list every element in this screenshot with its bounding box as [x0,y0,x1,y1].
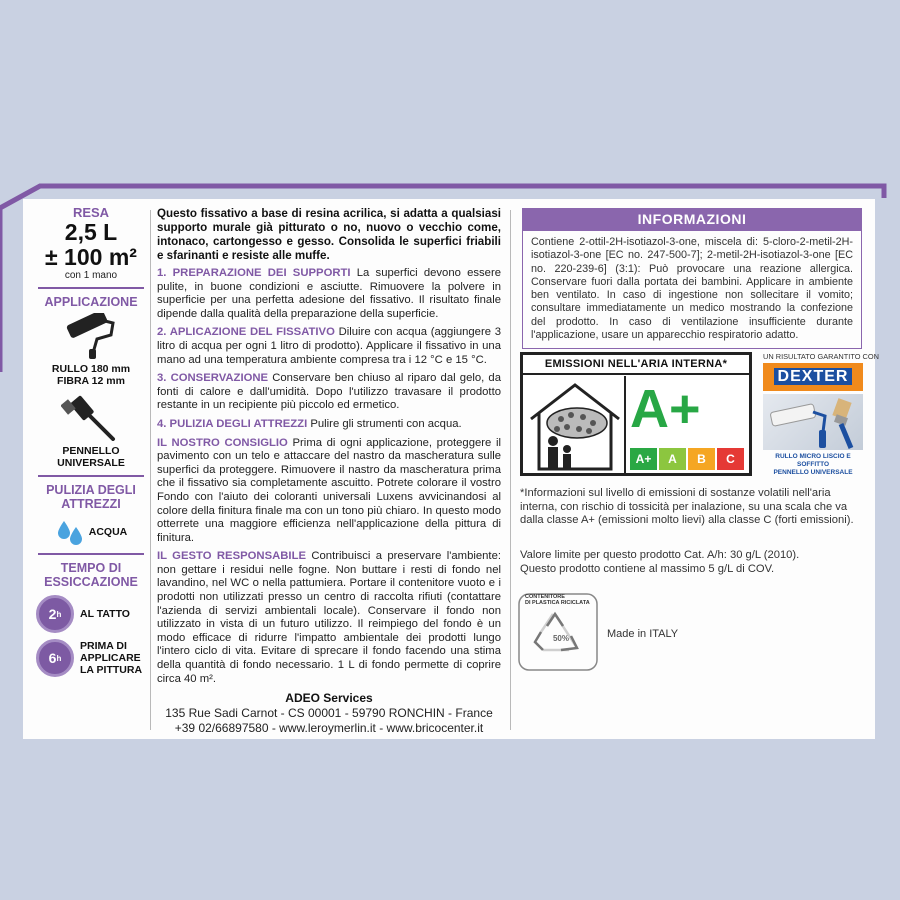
info-text: Contiene 2-ottil-2H-isotiazol-3-one, miscela di: 5-cloro-2-metil-2H-isotiazol-3-one [EC no. 247-500-7]; 2-metil-2H-isotiazol-3-one [EC no. 220-239-6] (3:1): Può provocare una reazione allergica. Conservare fuori dalla portata dei bambini. Applicare in ambiente ben ventilato. In caso di ingestione non sollecitare il vomito; consultare immediatamente un medico mostrando la confezione del prodotto. In caso di ventilazione insufficiente durante l'applicazione, usare un apparecchio respiratorio adatto. [522,230,862,349]
voc-limits [520,549,862,576]
made-in: Made in ITALY [607,628,679,640]
separator-right [510,210,511,730]
pulizia-title: PULIZIA DEGLI ATTREZZI [46,483,136,511]
section-text: Contribuisci a preservare l'ambiente: non gettare i residui nelle fogne. Non buttare i resti di fondo nel lavandino, nel WC o nella pattumiera. Portare il contenitore vuoto e i prodotti non utilizzati presso un centro di raccolta rifiuti (contattare l'azienda di servizi ambientali locale). Conservare il fondo non utilizzato in vista di un futuro utilizzo. Il reimpiego del fondo è un modo efficace di ridurre l'impatto ambientale dei prodotti lungo l'intero ciclo di vita. Evitare di sprecare il fondo facendo una stima della quantità di fondo necessario. 1 L di fondo permette di coprire circa 40 m². [157,550,501,685]
dry-row-paint [34,639,148,677]
rullo-label: RULLO 180 mm FIBRA 12 mm [51,363,131,387]
divider [38,475,144,477]
instruction-section [157,418,501,432]
section-heading: 1. PREPARAZIONE DEI SUPPORTI [157,267,351,279]
instruction-section [157,437,501,546]
grade-box: A+ [630,448,657,470]
grade-box: C [717,448,744,470]
emissions-title: EMISSIONI NELL'ARIA INTERNA* [523,355,749,375]
roller-brush-image [763,394,863,450]
emissions-note: *Informazioni sul livello di emissioni di sostanze volatili nell'aria interna, con rischio di tossicità per inalazione, su una scala che va dalla classe A+ (emissioni molto lievi) alla classe C (forti emissioni). [520,487,854,527]
dexter-logo: DEXTER [763,363,863,391]
acqua-row [34,517,148,547]
resa-title: RESA [72,205,110,220]
section-heading: 3. CONSERVAZIONE [157,372,269,385]
section-text: Conservare ben chiuso al riparo dal gelo, da fonti di calore e dall'umidità. Dopo l'utilizzo travasare il prodotto restante in un recipiente più piccolo ed ermetico. [157,372,501,412]
info-panel [522,208,862,349]
grade-scale [630,448,746,470]
clock-2h-icon: 2 h [36,595,74,633]
instruction-section [157,550,501,686]
company-name: ADEO Services [285,691,373,706]
instruction-section [157,267,501,321]
roller-icon [34,313,148,359]
info-title: INFORMAZIONI [522,208,862,230]
brush-icon [34,395,148,441]
recycle-caption: CONTENITORE DI PLASTICA RICICLATA [525,594,590,606]
volume: 2,5 L [64,219,118,245]
voc-limit-2: Questo prodotto contiene al massimo 5 g/L di COV. [520,562,775,575]
divider [38,287,144,289]
separator-left [150,210,151,730]
section-text: Diluire con acqua (aggiungere 3 litro di acqua per ogni 1 litro di prodotto). Applicare il fissativo in una mano ad una temperatura ambiente compresa tra i 12 °C e 15 °C. [157,326,501,366]
emissions-grade [624,376,748,474]
svg-text:50%: 50% [552,634,570,643]
section-heading: IL GESTO RESPONSABILE [157,550,307,563]
divider [38,553,144,555]
dry-row-touch [34,595,148,633]
coverage-note: con 1 mano [64,270,118,281]
grade-box: B [688,448,715,470]
section-text: Prima di ogni applicazione, proteggere il pavimento con un telo e attaccare del nastro da mascheratura sulle superfici da proteggere. Rimuovere il nastro da mascheratura prima che il fissativo sia completamente ascuitto. Potrete colorare il vostro Fondo con l'aiuto dei coloranti universali Luxens avvicinandosi al colore della finitura finale ma con un tono più chiaro. In questo modo otterrete una maggiore efficienza nell'applicazione della pittura di finitura. [157,436,501,544]
instructions-column [157,207,501,736]
coverage: ± 100 m² [45,244,137,270]
company-footer [157,691,501,736]
house-icon [527,379,623,473]
grade-value: A+ [630,379,701,439]
section-heading: IL NOSTRO CONSIGLIO [157,436,288,449]
company-contacts: +39 02/66897580 - www.leroymerlin.it - www.bricocenter.it [174,721,484,736]
intro-text: Questo fissativo a base di resina acrilica, si adatta a qualsiasi supporto murale già pitturato o no, nuovo o vecchio come, intonaco, cartongesso e gesso. Consolida le superfici friabili e sfarinanti e resiste alle muffe. [157,207,501,262]
section-heading: 2. APLICAZIONE DEL FISSATIVO [157,326,335,339]
dry2-label: PRIMA DI APPLICARE LA PITTURA [80,640,143,676]
instruction-section [157,372,501,413]
clock-6h-icon: 6 h [36,639,74,677]
voc-limit-1: Valore limite per questo prodotto Cat. A/h: 30 g/L (2010). [520,549,800,561]
dexter-promo [763,352,879,477]
water-drops-icon [55,517,85,547]
grade-box: A [659,448,686,470]
dexter-caption: UN RISULTATO GARANTITO CON [763,352,879,361]
instruction-sections [157,267,501,686]
company-address: 135 Rue Sadi Carnot - CS 00001 - 59790 RONCHIN - France [165,706,493,721]
emissions-label [520,352,752,476]
instruction-section [157,326,501,367]
section-text: Pulire gli strumenti con acqua. [307,417,462,430]
dry1-label: AL TATTO [80,608,130,620]
left-column [34,203,148,677]
section-text: La superfici devono essere pulite, in buone condizioni e asciutte. Rimuovere la polvere in superficie per una perfetta adesione del fissativo. Il risultato finale dipende dalla qualità della preparazione della superficie. [157,267,502,320]
acqua-label: ACQUA [88,526,128,538]
applicazione-title: APPLICAZIONE [44,295,138,309]
dexter-products: RULLO MICRO LISCIO E SOFFITTO PENNELLO UNIVERSALE [773,453,853,476]
tempo-title: TEMPO DI ESSICCAZIONE [44,561,138,589]
section-heading: 4. PULIZIA DEGLI ATTREZZI [157,417,308,430]
pennello-label: PENNELLO UNIVERSALE [57,445,125,469]
